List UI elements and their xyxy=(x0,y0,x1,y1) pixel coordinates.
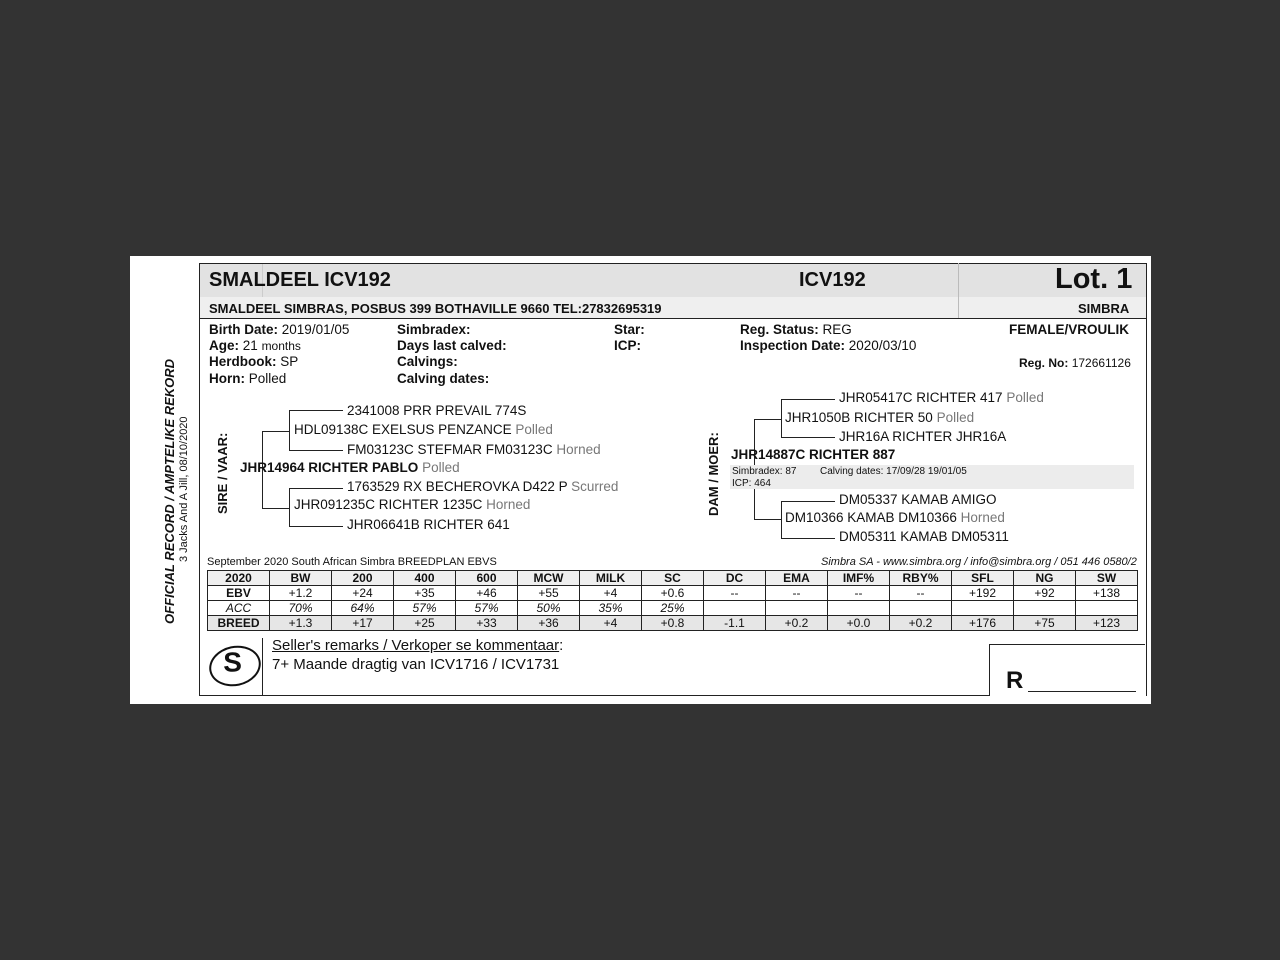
acc-cell xyxy=(766,601,828,616)
ebv-header-cell: EMA xyxy=(766,571,828,586)
ebv-cell: +24 xyxy=(332,586,394,601)
sire-sire-sire: 2341008 PRR PREVAIL 774S xyxy=(347,403,527,418)
lot-card xyxy=(130,256,1151,704)
breed-cell: +75 xyxy=(1014,616,1076,631)
breed-cell: +0.2 xyxy=(890,616,952,631)
breed-label: SIMBRA xyxy=(1078,301,1130,316)
dam-sire-dam: JHR16A RICHTER JHR16A xyxy=(839,429,1007,444)
ebv-header-cell: BW xyxy=(270,571,332,586)
sire-sire-dam: FM03123C STEFMAR FM03123C Horned xyxy=(347,442,601,457)
dam-dam-sire: DM05337 KAMAB AMIGO xyxy=(839,492,997,507)
owner-date-label: 3 Jacks And A Jill, 08/10/2020 xyxy=(178,416,190,562)
ebv-header-cell: RBY% xyxy=(890,571,952,586)
ebv-header-cell: 400 xyxy=(394,571,456,586)
acc-cell: 70% xyxy=(270,601,332,616)
breed-cell: BREED xyxy=(208,616,270,631)
remarks-title: Seller's remarks / Verkoper se kommentaar: xyxy=(272,637,564,654)
dam-simbradex: Simbradex: 87 xyxy=(732,466,797,477)
acc-cell: 50% xyxy=(518,601,580,616)
breed-cell: +123 xyxy=(1076,616,1138,631)
ebv-header-cell: IMF% xyxy=(828,571,890,586)
dam-name: JHR14887C RICHTER 887 xyxy=(731,447,896,462)
sire-sire: HDL09138C EXELSUS PENZANCE Polled xyxy=(294,422,553,437)
ebv-header-cell: DC xyxy=(704,571,766,586)
acc-cell: ACC xyxy=(208,601,270,616)
simbradex-label: Simbradex: xyxy=(397,322,471,337)
breed-cell: +17 xyxy=(332,616,394,631)
price-label: R xyxy=(1006,667,1024,694)
animal-id: ICV192 xyxy=(799,269,866,291)
ebv-cell: +4 xyxy=(580,586,642,601)
ebv-header-cell: 600 xyxy=(456,571,518,586)
ebv-cell: +0.6 xyxy=(642,586,704,601)
ebv-cell: -- xyxy=(704,586,766,601)
dam-label: DAM / MOER: xyxy=(706,432,721,516)
ebv-cell: +55 xyxy=(518,586,580,601)
acc-cell xyxy=(1076,601,1138,616)
price-line xyxy=(1028,691,1136,692)
horn: Horn: Polled xyxy=(209,371,287,386)
breed-cell: +4 xyxy=(580,616,642,631)
inspection-date: Inspection Date: 2020/03/10 xyxy=(740,338,917,353)
acc-cell xyxy=(828,601,890,616)
breed-cell: +0.0 xyxy=(828,616,890,631)
official-record-label: OFFICIAL RECORD / AMPTELIKE REKORD xyxy=(162,358,177,624)
ebv-cell: +192 xyxy=(952,586,1014,601)
breed-cell: +0.2 xyxy=(766,616,828,631)
icp-label: ICP: xyxy=(614,338,641,353)
ebv-cell: +92 xyxy=(1014,586,1076,601)
ebv-header-cell: NG xyxy=(1014,571,1076,586)
sire-dam-sire: 1763529 RX BECHEROVKA D422 P Scurred xyxy=(347,479,619,494)
acc-cell: 35% xyxy=(580,601,642,616)
dam-dam-dam: DM05311 KAMAB DM05311 xyxy=(839,529,1009,544)
ebv-header-row xyxy=(208,571,1138,586)
ebv-header-cell: 200 xyxy=(332,571,394,586)
days-last-calved-label: Days last calved: xyxy=(397,338,507,353)
acc-cell: 64% xyxy=(332,601,394,616)
star-label: Star: xyxy=(614,322,645,337)
ebv-cell: -- xyxy=(828,586,890,601)
breed-cell: -1.1 xyxy=(704,616,766,631)
acc-cell: 57% xyxy=(394,601,456,616)
dam-calving-dates: Calving dates: 17/09/28 19/01/05 xyxy=(820,466,967,477)
ebv-caption: September 2020 South African Simbra BREEDPLAN EBVS xyxy=(207,556,497,568)
acc-cell xyxy=(890,601,952,616)
reg-status: Reg. Status: REG xyxy=(740,322,852,337)
ebv-header-cell: SW xyxy=(1076,571,1138,586)
age: Age: 21 months xyxy=(209,338,301,353)
ebv-header-cell: MILK xyxy=(580,571,642,586)
ebv-cell: -- xyxy=(890,586,952,601)
calving-dates-label: Calving dates: xyxy=(397,371,490,386)
lot-number: Lot. 1 xyxy=(1055,263,1133,295)
ebv-header-cell: SC xyxy=(642,571,704,586)
breed-cell: +25 xyxy=(394,616,456,631)
dam-sire: JHR1050B RICHTER 50 Polled xyxy=(785,410,975,425)
herdbook: Herdbook: SP xyxy=(209,354,299,369)
breed-cell: +0.8 xyxy=(642,616,704,631)
ebv-cell: +46 xyxy=(456,586,518,601)
ebv-cell: +35 xyxy=(394,586,456,601)
ebv-table xyxy=(207,570,1138,631)
dam-icp: ICP: 464 xyxy=(732,478,771,489)
acc-cell: 57% xyxy=(456,601,518,616)
dam-dam: DM10366 KAMAB DM10366 Horned xyxy=(785,510,1005,525)
ebv-cell: -- xyxy=(766,586,828,601)
sire-name: JHR14964 RICHTER PABLO Polled xyxy=(240,460,460,475)
acc-row xyxy=(208,601,1138,616)
ebv-cell: +1.2 xyxy=(270,586,332,601)
breed-row xyxy=(208,616,1138,631)
sire-dam: JHR091235C RICHTER 1235C Horned xyxy=(294,497,531,512)
birth-date: Birth Date: 2019/01/05 xyxy=(209,322,350,337)
sire-label: SIRE / VAAR: xyxy=(215,432,230,514)
sire-dam-dam: JHR06641B RICHTER 641 xyxy=(347,517,510,532)
calvings-label: Calvings: xyxy=(397,354,458,369)
breeder-line: SMALDEEL SIMBRAS, POSBUS 399 BOTHAVILLE 9660 TEL:27832695319 xyxy=(209,301,662,316)
ebv-header-cell: SFL xyxy=(952,571,1014,586)
ebv-row xyxy=(208,586,1138,601)
ebv-cell: +138 xyxy=(1076,586,1138,601)
ebv-header-cell: 2020 xyxy=(208,571,270,586)
ebv-cell: EBV xyxy=(208,586,270,601)
ebv-source: Simbra SA - www.simbra.org / info@simbra.org / 051 446 0580/2 xyxy=(821,556,1137,568)
breed-cell: +176 xyxy=(952,616,1014,631)
breed-cell: +36 xyxy=(518,616,580,631)
simbra-logo-icon: S xyxy=(205,641,264,691)
remarks-text: 7+ Maande dragtig van ICV1716 / ICV1731 xyxy=(272,656,560,673)
sex-label: FEMALE/VROULIK xyxy=(1009,322,1129,337)
acc-cell xyxy=(952,601,1014,616)
breed-cell: +33 xyxy=(456,616,518,631)
acc-cell xyxy=(1014,601,1076,616)
reg-number: Reg. No: 172661126 xyxy=(1019,356,1131,370)
acc-cell xyxy=(704,601,766,616)
acc-cell: 25% xyxy=(642,601,704,616)
dam-sire-sire: JHR05417C RICHTER 417 Polled xyxy=(839,390,1044,405)
ebv-header-cell: MCW xyxy=(518,571,580,586)
breed-cell: +1.3 xyxy=(270,616,332,631)
animal-name: SMALDEEL ICV192 xyxy=(209,269,391,291)
